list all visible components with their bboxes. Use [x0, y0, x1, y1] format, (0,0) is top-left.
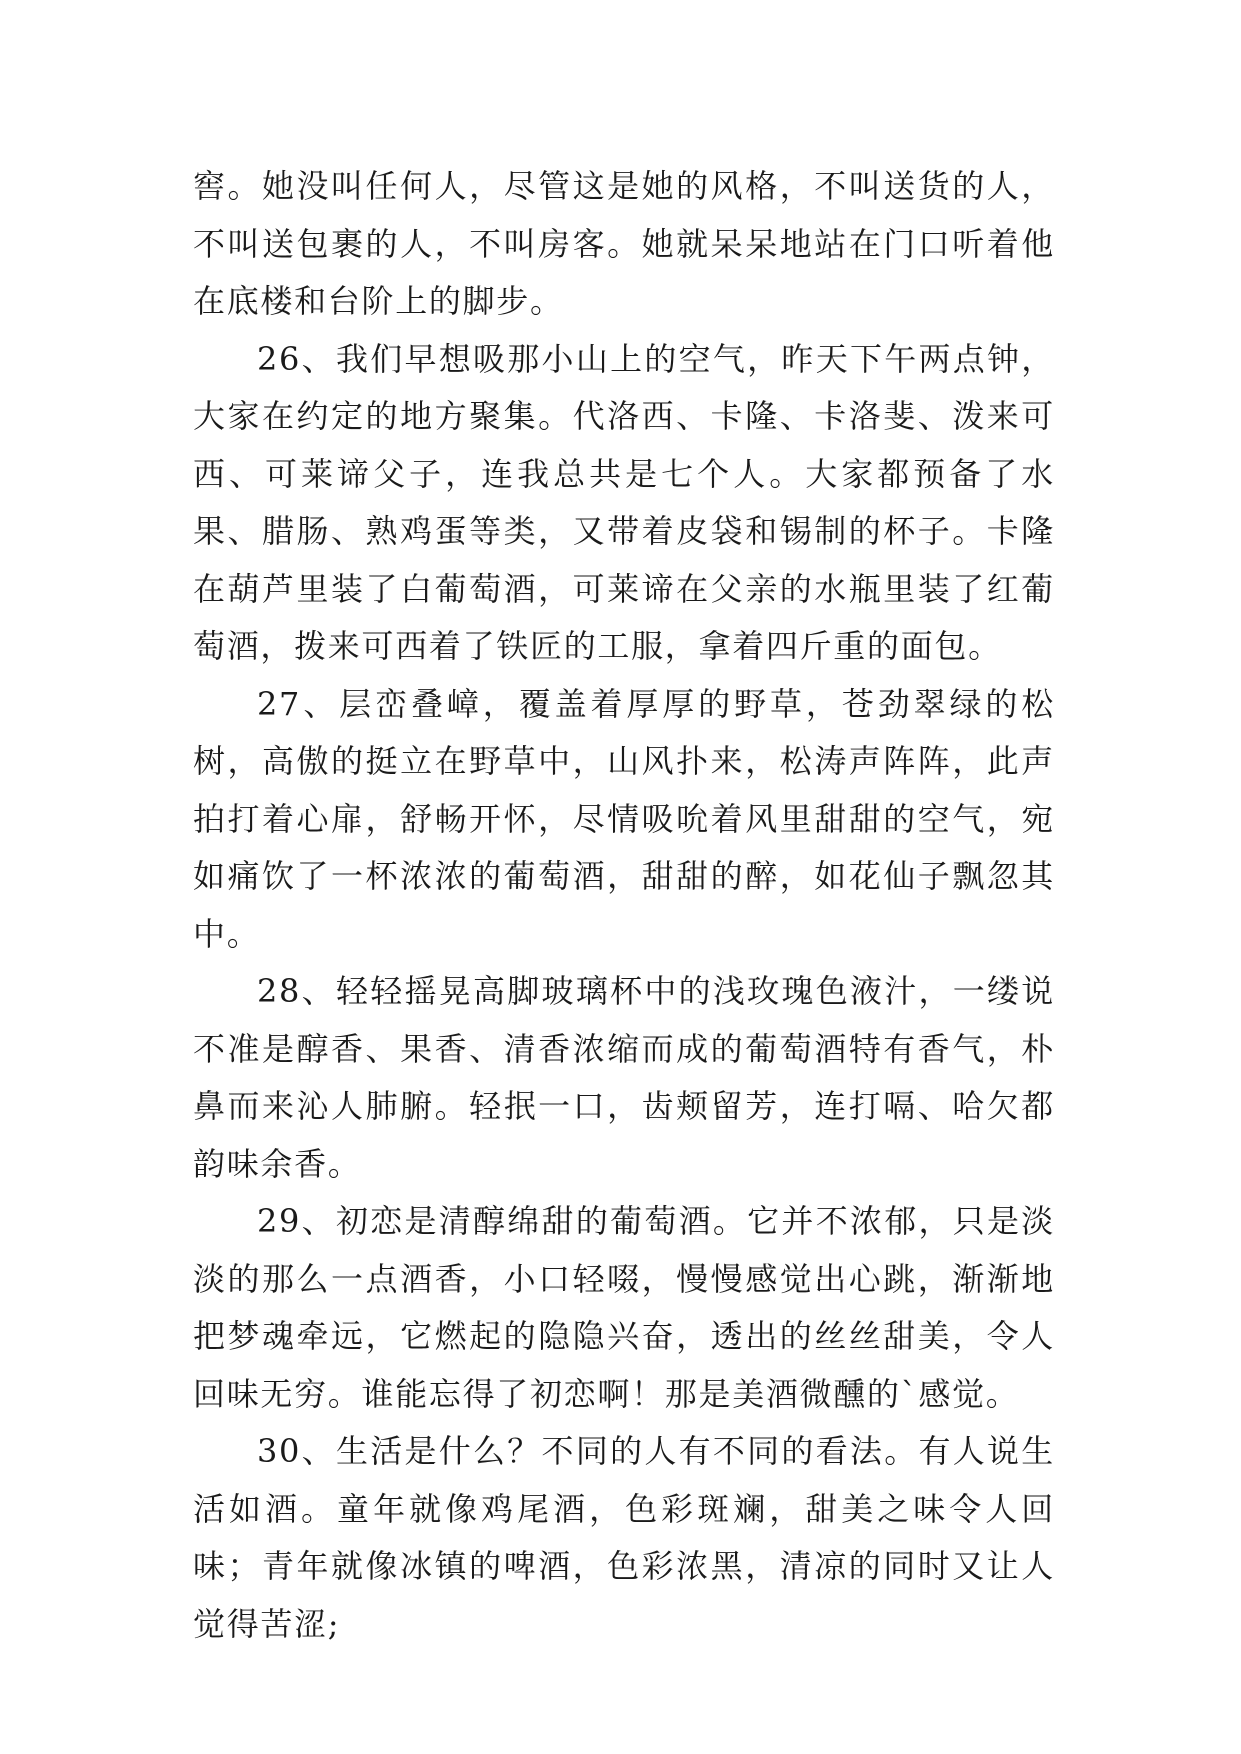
- paragraph-29: 29、初恋是清醇绵甜的葡萄酒。它并不浓郁，只是淡淡的那么一点酒香，小口轻啜，慢慢感觉出心跳，渐渐地把梦魂牵远，它燃起的隐隐兴奋，透出的丝丝甜美，令人回味无穷。谁能忘得了初恋啊！那是美酒微醺的`感觉。: [193, 1202, 1055, 1413]
- paragraph-continuation: 窖。她没叫任何人，尽管这是她的风格，不叫送货的人，不叫送包裹的人，不叫房客。她就呆呆地站在门口听着他在底楼和台阶上的脚步。: [193, 167, 1055, 320]
- paragraph-27: 27、层峦叠嶂，覆盖着厚厚的野草，苍劲翠绿的松树，高傲的挺立在野草中，山风扑来，松涛声阵阵，此声拍打着心扉，舒畅开怀，尽情吸吮着风里甜甜的空气，宛如痛饮了一杯浓浓的葡萄酒，甜甜的醉，如花仙子飘忽其中。: [193, 684, 1055, 953]
- document-body: [193, 158, 1055, 1653]
- paragraph-26: 26、我们早想吸那小山上的空气，昨天下午两点钟，大家在约定的地方聚集。代洛西、卡隆、卡洛斐、泼来可西、可莱谛父子，连我总共是七个人。大家都预备了水果、腊肠、熟鸡蛋等类，又带着皮袋和锡制的杯子。卡隆在葫芦里装了白葡萄酒，可莱谛在父亲的水瓶里装了红葡萄酒，拨来可西着了铁匠的工服，拿着四斤重的面包。: [193, 339, 1055, 665]
- paragraph-28: 28、轻轻摇晃高脚玻璃杯中的浅玫瑰色液汁，一缕说不准是醇香、果香、清香浓缩而成的葡萄酒特有香气，朴鼻而来沁人肺腑。轻抿一口，齿颊留芳，连打嗝、哈欠都韵味余香。: [193, 972, 1055, 1183]
- paragraph-30: 30、生活是什么？不同的人有不同的看法。有人说生活如酒。童年就像鸡尾酒，色彩斑斓，甜美之味令人回味；青年就像冰镇的啤酒，色彩浓黑，清凉的同时又让人觉得苦涩;: [193, 1432, 1055, 1643]
